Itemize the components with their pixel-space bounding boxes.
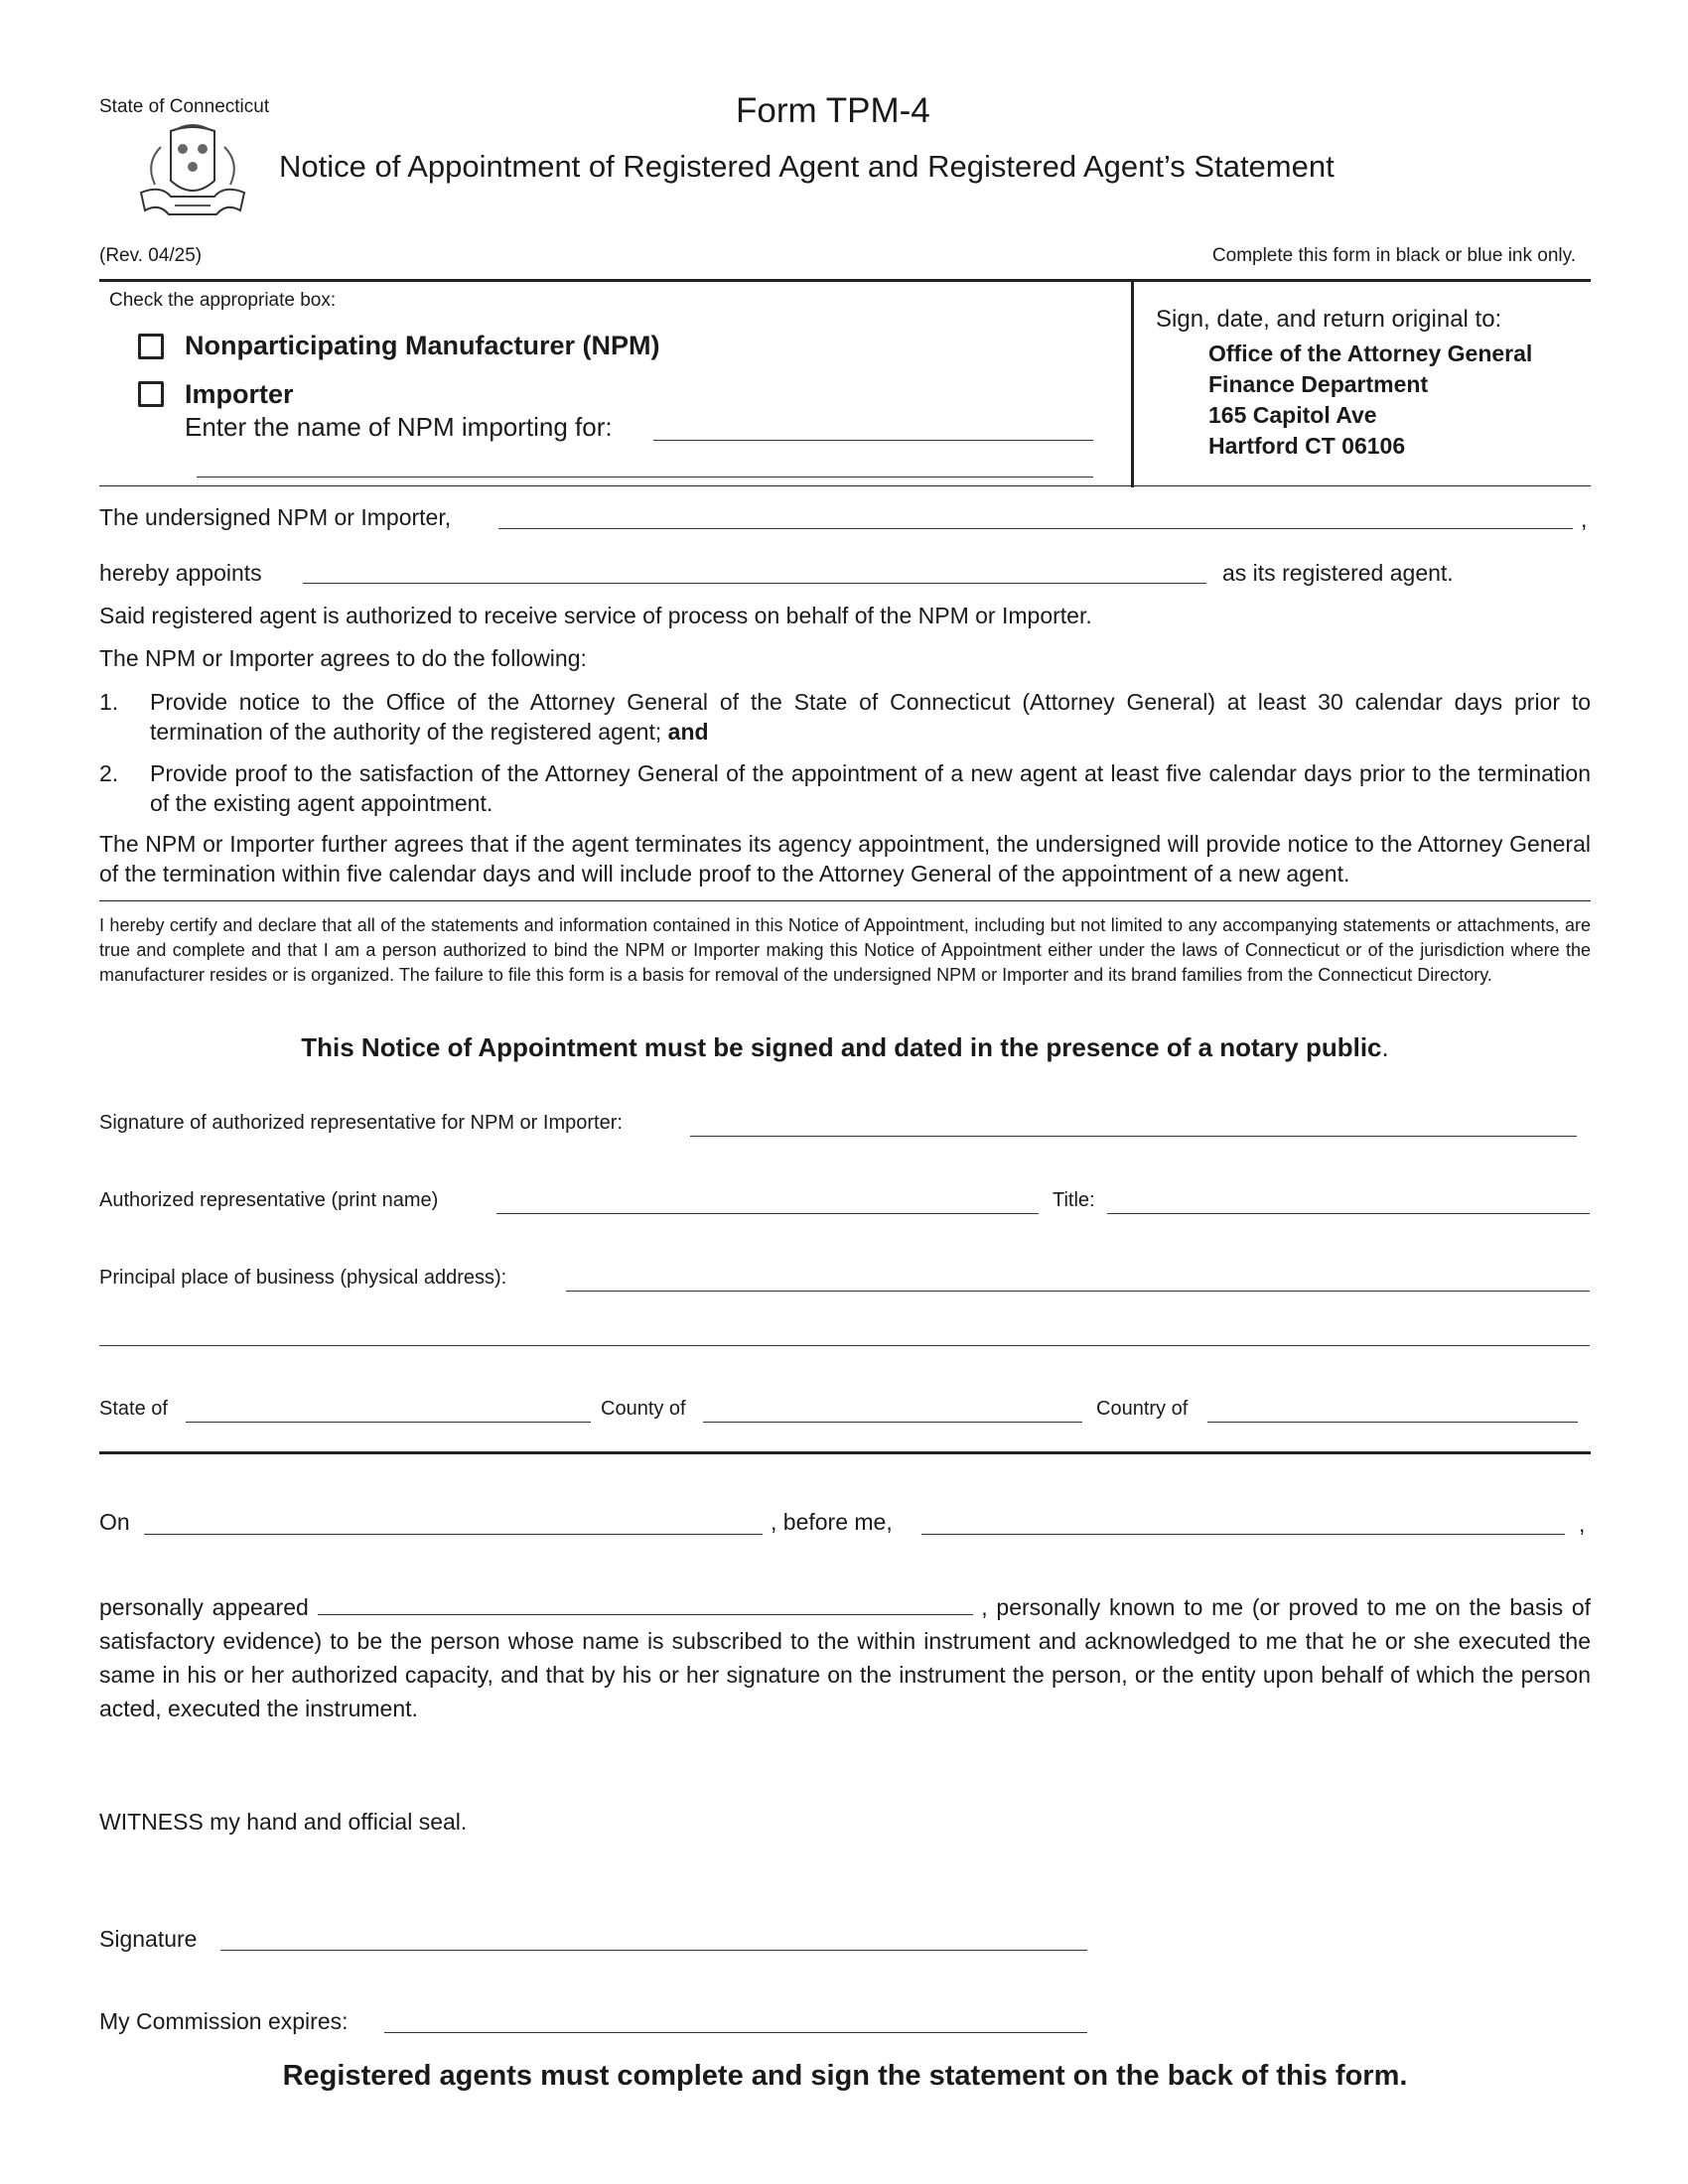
return-line-3: 165 Capitol Ave [1208, 402, 1377, 428]
list-item-2 [99, 758, 1591, 818]
county-of-field[interactable] [703, 1422, 1082, 1423]
importer-checkbox[interactable] [138, 381, 164, 407]
certification-text: I hereby certify and declare that all of the statements and information contained in this Notice of Appointment, including but not limited to any accompanying statements or attachments, are true and complete and that I am a person authorized to bind the NPM or Importer making this Notice of Appointment either under the laws of Connecticut or of the jurisdiction where the manufacturer resides or is organized. The failure to file this form is a basis for removal of the undersigned NPM or Importer and its brand families from the Connecticut Directory. [99, 915, 1591, 985]
return-line-2: Finance Department [1208, 371, 1429, 397]
box-bottom-rule [99, 485, 1591, 486]
list-text-1-body: Provide notice to the Office of the Attorney General of the State of Connecticut (Attorney General) at least 30 calendar days prior to termination of the authority of the registered agent; [150, 689, 1591, 745]
npm-importing-label: Enter the name of NPM importing for: [185, 412, 613, 442]
notary-requirement [99, 1032, 1591, 1063]
state-of-field[interactable] [186, 1422, 591, 1423]
ink-note: Complete this form in black or blue ink only. [1211, 245, 1576, 266]
acknowledgment-rest: , personally known to me (or proved to me on the basis of satisfactory evidence) to be the person whose name is subscribed to the within instrument and acknowledged to me that he or she executed the same in his or her authorized capacity, and that by his or her signature on the instrument the person, or the entity upon behalf of which the person acted, executed the instrument. [99, 1594, 1592, 1721]
state-of-label: State of [99, 1398, 168, 1420]
certification-rule [99, 900, 1591, 901]
witness-text: WITNESS my hand and official seal. [99, 1809, 468, 1835]
print-name-label: Authorized representative (print name) [99, 1189, 439, 1211]
revision-date: (Rev. 04/25) [99, 245, 203, 266]
check-box-label: Check the appropriate box: [109, 290, 337, 311]
npm-option-label: Nonparticipating Manufacturer (NPM) [185, 331, 660, 360]
acknowledgment-text [99, 1590, 1591, 1725]
before-me-comma: , [1579, 1511, 1586, 1537]
footer-message: Registered agents must complete and sign the statement on the back of this form. [282, 2060, 1408, 2092]
authorized-text: Said registered agent is authorized to receive service of process on behalf of the NPM or Importer. [99, 603, 1092, 628]
country-of-field[interactable] [1207, 1422, 1578, 1423]
top-box-rule [99, 279, 1591, 282]
undersigned-label: The undersigned NPM or Importer, [99, 504, 452, 530]
undersigned-field[interactable] [498, 528, 1573, 529]
appeared-name-field[interactable] [318, 1594, 973, 1615]
notary-signature-label: Signature [99, 1926, 198, 1952]
state-name: State of Connecticut [99, 96, 270, 117]
agrees-text: The NPM or Importer agrees to do the following: [99, 645, 587, 671]
notary-section-rule [99, 1451, 1591, 1454]
commission-label: My Commission expires: [99, 2008, 349, 2034]
signature-field[interactable] [690, 1136, 1577, 1137]
box-divider [1131, 281, 1134, 487]
on-date-field[interactable] [144, 1534, 763, 1535]
notary-requirement-period: . [1381, 1032, 1389, 1062]
return-line-4: Hartford CT 06106 [1208, 433, 1406, 459]
form-page [99, 0, 1591, 2184]
npm-importing-field[interactable] [653, 440, 1093, 441]
further-agrees-text: The NPM or Importer further agrees that if the agent terminates its agency appointment, the undersigned will provide notice to the Attorney General of the termination within five calendar days and will include proof to the Attorney General of the appointment of a new agent. [99, 831, 1591, 887]
undersigned-comma: , [1581, 506, 1588, 532]
connecticut-seal-icon [131, 123, 254, 226]
notary-name-field[interactable] [921, 1534, 1565, 1535]
address-field[interactable] [566, 1291, 1590, 1292]
notary-requirement-text: This Notice of Appointment must be signed and dated in the presence of a notary public [301, 1032, 1382, 1062]
before-me-label: , before me, [771, 1509, 893, 1535]
form-subtitle: Notice of Appointment of Registered Agent and Registered Agent’s Statement [279, 149, 1335, 184]
npm-importing-field-2[interactable] [197, 477, 1093, 478]
form-title: Form TPM-4 [736, 91, 930, 130]
county-of-label: County of [601, 1398, 686, 1420]
title-label: Title: [1053, 1189, 1095, 1211]
agent-name-field[interactable] [303, 583, 1206, 584]
list-text-1 [150, 687, 1591, 747]
list-item-1 [99, 687, 1591, 747]
hereby-appoints-label: hereby appoints [99, 560, 262, 586]
signature-label: Signature of authorized representative for NPM or Importer: [99, 1112, 623, 1134]
return-intro: Sign, date, and return original to: [1156, 306, 1502, 333]
return-line-1: Office of the Attorney General [1208, 341, 1533, 366]
importer-option-label: Importer [185, 379, 294, 409]
commission-field[interactable] [384, 2032, 1087, 2033]
address-label: Principal place of business (physical address): [99, 1267, 507, 1289]
country-of-label: Country of [1096, 1398, 1189, 1420]
on-label: On [99, 1509, 130, 1535]
list-number-1: 1. [99, 689, 119, 715]
list-number-2: 2. [99, 760, 119, 786]
notary-signature-field[interactable] [220, 1950, 1087, 1951]
npm-checkbox[interactable] [138, 334, 164, 359]
appeared-label: personally appeared [99, 1594, 309, 1620]
address-field-2[interactable] [99, 1345, 1590, 1346]
list-text-1-and: and [667, 719, 709, 745]
print-name-field[interactable] [496, 1213, 1039, 1214]
as-agent-label: as its registered agent. [1222, 560, 1454, 586]
title-field[interactable] [1107, 1213, 1590, 1214]
list-text-2: Provide proof to the satisfaction of the Attorney General of the appointment of a new agent at least five calendar days prior to the termination of the existing agent appointment. [150, 760, 1591, 816]
